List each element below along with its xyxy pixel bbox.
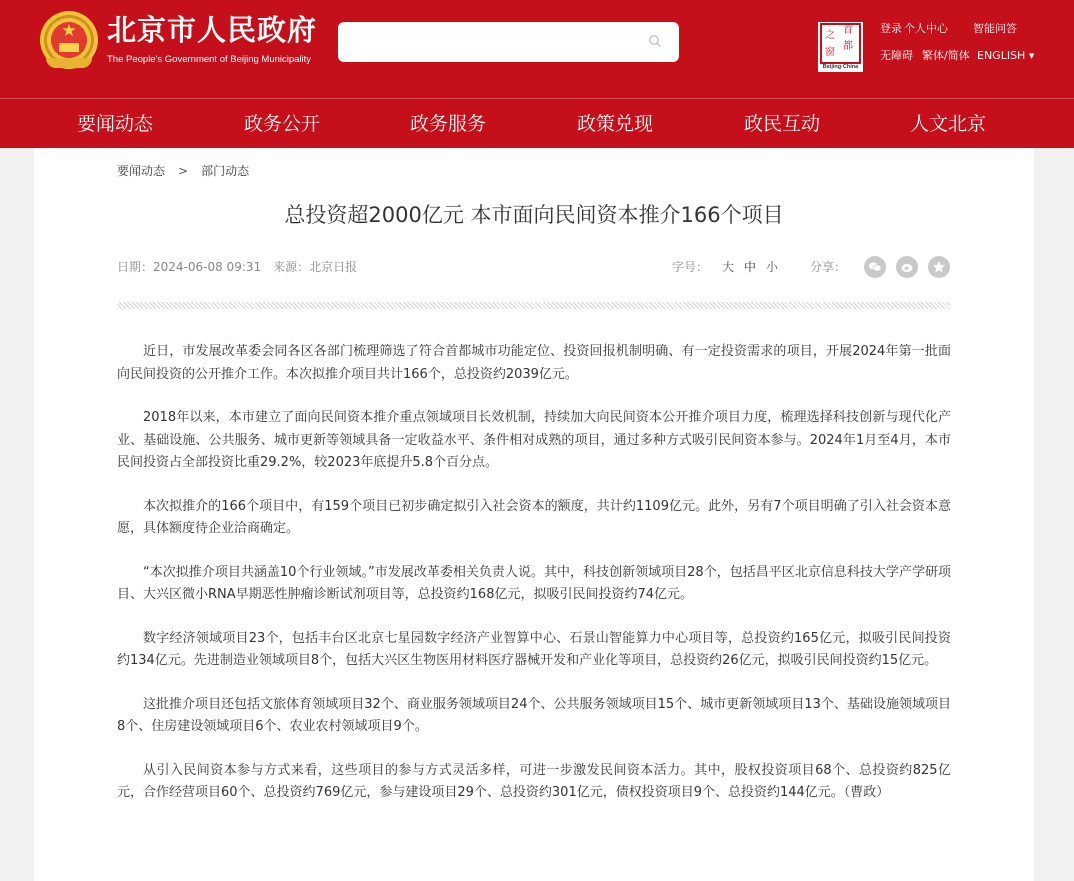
ribbon-shape — [46, 58, 92, 68]
share-wechat-button[interactable] — [864, 256, 886, 278]
breadcrumb — [117, 164, 249, 178]
capital-caption: Beijing·China — [822, 64, 859, 70]
font-size-medium[interactable]: 中 — [744, 260, 757, 274]
nav-item-culture[interactable]: 人文北京 — [910, 113, 987, 135]
traditional-simplified-link[interactable]: 繁体/简体 — [922, 49, 970, 62]
nav-item-open-government[interactable]: 政务公开 — [244, 113, 321, 135]
nav-item-interaction[interactable]: 政民互动 — [744, 113, 821, 135]
nav-item-government-services[interactable]: 政务服务 — [410, 113, 487, 135]
article-paragraph: 数字经济领域项目23个，包括丰台区北京七星园数字经济产业智算中心、石景山智能算力中心项目等，总投资约165亿元，拟吸引民间投资约134亿元。先进制造业领域项目8个，包括大兴区生物医用材料医疗器械开发和产业化等项目，总投资约26亿元，拟吸引民间投资约15亿元。 — [117, 630, 951, 668]
article-paragraph: 从引入民间资本参与方式来看，这些项目的参与方式灵活多样，可进一步激发民间资本活力。其中，股权投资项目68个、总投资约825亿元，合作经营项目60个、总投资约769亿元，参与建设项目29个、总投资约301亿元，债权投资项目9个、总投资约144亿元。（曹政） — [117, 762, 951, 800]
share-weibo-button[interactable] — [896, 256, 918, 278]
font-size-small[interactable]: 小 — [766, 260, 779, 274]
favorite-icon — [932, 260, 946, 274]
breadcrumb-item-news[interactable]: 要闻动态 — [117, 164, 166, 178]
gate-shape — [59, 43, 79, 52]
national-emblem-logo[interactable] — [40, 11, 98, 69]
site-header — [0, 0, 1074, 98]
article-divider — [117, 302, 950, 309]
article-paragraph: 本次拟推介的166个项目中，有159个项目已初步确定拟引入社会资本的额度，共计约1109亿元。此外，另有7个项目明确了引入社会资本意愿，具体额度待企业洽商确定。 — [117, 498, 951, 536]
main-nav — [0, 98, 1074, 148]
article-paragraph: 这批推介项目还包括文旅体育领域项目32个、商业服务领域项目24个、公共服务领域项目15个、城市更新领域项目13个、基础设施领域项目8个、住房建设领域项目6个、农业农村领域项目9个。 — [117, 696, 951, 734]
smart-qa-link[interactable]: 智能问答 — [973, 22, 1017, 35]
capital-window-logo[interactable] — [818, 22, 863, 72]
nav-item-policy-fulfillment[interactable]: 政策兑现 — [577, 113, 654, 135]
seal-char: 首 — [843, 25, 853, 36]
article-body — [117, 341, 951, 826]
share-favorite-button[interactable] — [928, 256, 950, 278]
breadcrumb-item-department-news[interactable]: 部门动态 — [201, 164, 250, 178]
article-paragraph: 2018年以来，本市建立了面向民间资本推介重点领域项目长效机制，持续加大向民间资本公开推介项目力度，梳理选择科技创新与现代化产业、基础设施、公共服务、城市更新等领域具备一定收益水平、条件相对成熟的项目，通过多种方式吸引民间资本参与。2024年1月至4月，本市民间投资占全部投资比重29.2%，较2023年底提升5.8个百分点。 — [117, 410, 951, 470]
article-meta — [117, 260, 357, 274]
article-paragraph: 近日，市发展改革委会同各区各部门梳理筛选了符合首都城市功能定位、投资回报机制明确、有一定投资需求的项目，开展2024年第一批面向民间投资的公开推介工作。本次拟推介项目共计166个，总投资约2039亿元。 — [117, 344, 951, 382]
english-link[interactable]: ENGLISH ▾ — [977, 49, 1035, 62]
search-box — [338, 22, 679, 62]
article-container — [34, 148, 1034, 881]
article-source: 来源：北京日报 — [273, 260, 358, 274]
font-size-large[interactable]: 大 — [722, 260, 735, 274]
seal-char: 都 — [843, 41, 853, 52]
seal-char: 窗 — [825, 47, 835, 58]
search-icon[interactable] — [648, 34, 662, 48]
login-link[interactable]: 登录 — [880, 22, 902, 35]
site-title[interactable]: 北京市人民政府 — [107, 15, 318, 47]
accessible-link[interactable]: 无障碍 — [880, 49, 913, 62]
article-paragraph: “本次拟推介项目共涵盖10个行业领域。”市发展改革委相关负责人说。其中，科技创新领域项目28个，包括昌平区北京信息科技大学产学研项目、大兴区微小RNA早期恶性肿瘤诊断试剂项目等，总投资约168亿元，拟吸引民间投资约74亿元。 — [117, 564, 951, 602]
seal-char: 之 — [825, 30, 835, 41]
breadcrumb-separator: > — [178, 164, 189, 178]
wechat-icon — [868, 260, 882, 274]
article-title: 总投资超2000亿元 本市面向民间资本推介166个项目 — [284, 203, 784, 227]
nav-item-news[interactable]: 要闻动态 — [77, 113, 154, 135]
capital-seal — [820, 23, 861, 64]
share-label: 分享： — [810, 260, 847, 274]
weibo-icon — [900, 260, 914, 274]
publish-date: 日期：2024-06-08 09:31 — [117, 260, 262, 274]
search-input[interactable] — [338, 22, 638, 62]
site-subtitle: The People's Government of Beijing Municipality — [107, 54, 312, 65]
font-size-label: 字号： — [672, 260, 709, 274]
star-icon: ★ — [61, 21, 77, 41]
personal-center-link[interactable]: 个人中心 — [904, 22, 948, 35]
font-size-control — [672, 260, 778, 274]
